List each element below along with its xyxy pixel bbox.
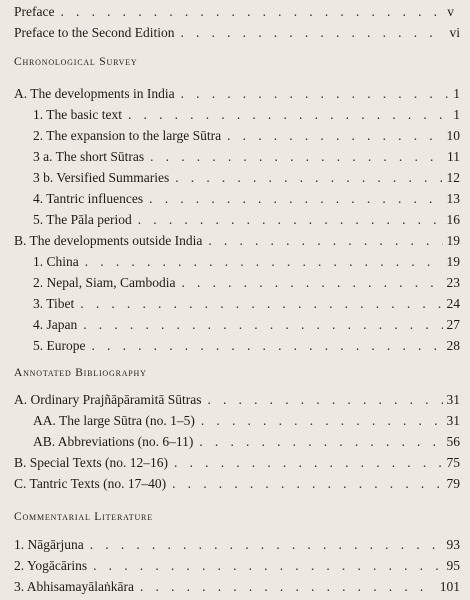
dot-leader bbox=[60, 2, 443, 22]
dot-leader bbox=[181, 84, 450, 104]
toc-entry-page: 10 bbox=[446, 128, 460, 143]
toc-entry bbox=[0, 453, 470, 473]
toc-entry-page: 75 bbox=[446, 455, 460, 470]
dot-leader bbox=[140, 577, 436, 597]
toc-entry bbox=[0, 556, 470, 576]
dot-leader bbox=[93, 556, 442, 576]
section-heading-commentarial-literature: Commentarial Literature bbox=[14, 511, 153, 523]
dot-leader bbox=[150, 147, 443, 167]
toc-entry bbox=[0, 273, 470, 293]
toc-entry-page: 101 bbox=[439, 579, 460, 594]
toc-entry-label: 2. Nepal, Siam, Cambodia bbox=[33, 275, 176, 290]
toc-entry-label: 1. China bbox=[33, 254, 79, 269]
toc-entry-page: 31 bbox=[446, 413, 460, 428]
toc-entry-label: C. Tantric Texts (no. 17–40) bbox=[14, 476, 167, 491]
toc-entry-page: 1 bbox=[453, 107, 460, 122]
dot-leader bbox=[181, 273, 442, 293]
toc-entry-label: 3 a. The short Sūtras bbox=[33, 149, 145, 164]
toc-entry-label: 2. The expansion to the large Sūtra bbox=[33, 128, 222, 143]
toc-entry bbox=[0, 432, 470, 452]
dot-leader bbox=[201, 411, 443, 431]
toc-entry-label: 1. The basic text bbox=[33, 107, 122, 122]
toc-entry-label: 2. Yogācārins bbox=[14, 558, 88, 573]
toc-entry-page: 12 bbox=[446, 170, 460, 185]
toc-entry-page: 23 bbox=[446, 275, 460, 290]
dot-leader bbox=[138, 210, 443, 230]
toc-entry bbox=[0, 390, 470, 410]
dot-leader bbox=[149, 189, 442, 209]
dot-leader bbox=[128, 105, 449, 125]
toc-entry bbox=[0, 535, 470, 555]
dot-leader bbox=[85, 252, 443, 272]
toc-entry-page: 19 bbox=[446, 254, 460, 269]
toc-entry-page: 28 bbox=[446, 338, 460, 353]
toc-entry-page: 93 bbox=[446, 537, 460, 552]
toc-entry-label: B. Special Texts (no. 12–16) bbox=[14, 455, 169, 470]
toc-entry bbox=[0, 126, 470, 146]
toc-entry-label: A. The developments in India bbox=[14, 86, 175, 101]
toc-entry-page: 95 bbox=[446, 558, 460, 573]
toc-entry-label: 4. Japan bbox=[33, 317, 78, 332]
toc-entry-label: 3. Abhisamayālaṅkāra bbox=[14, 579, 134, 594]
toc-entry-label: AB. Abbreviations (no. 6–11) bbox=[33, 434, 194, 449]
toc-entry-label: 4. Tantric influences bbox=[33, 191, 144, 206]
toc-entry-preface bbox=[0, 2, 470, 22]
dot-leader bbox=[174, 453, 442, 473]
toc-entry bbox=[0, 294, 470, 314]
toc-entry-page: v bbox=[447, 4, 454, 19]
toc-entry-page: 1 bbox=[453, 86, 460, 101]
toc-entry bbox=[0, 168, 470, 188]
toc-entry bbox=[0, 105, 470, 125]
toc-entry bbox=[0, 252, 470, 272]
toc-entry-page: vi bbox=[449, 25, 460, 40]
toc-entry-label: AA. The large Sūtra (no. 1–5) bbox=[33, 413, 195, 428]
toc-entry-label: B. The developments outside India bbox=[14, 233, 203, 248]
dot-leader bbox=[180, 23, 445, 43]
toc-entry-label: A. Ordinary Prajñāpāramitā Sūtras bbox=[14, 392, 202, 407]
dot-leader bbox=[83, 315, 442, 335]
dot-leader bbox=[175, 168, 442, 188]
toc-entry-page: 27 bbox=[446, 317, 460, 332]
toc-entry-page: 79 bbox=[446, 476, 460, 491]
toc-entry-label: 3. Tibet bbox=[33, 296, 75, 311]
toc-entry bbox=[0, 189, 470, 209]
toc-entry bbox=[0, 474, 470, 494]
toc-entry-label: 5. Europe bbox=[33, 338, 86, 353]
toc-entry bbox=[0, 210, 470, 230]
section-heading-annotated-bibliography: Annotated Bibliography bbox=[14, 367, 147, 379]
toc-entry-page: 24 bbox=[446, 296, 460, 311]
toc-entry bbox=[0, 411, 470, 431]
dot-leader bbox=[227, 126, 442, 146]
toc-entry-label: 3 b. Versified Summaries bbox=[33, 170, 170, 185]
toc-entry-page: 56 bbox=[446, 434, 460, 449]
toc-entry-preface-second-edition bbox=[0, 23, 470, 43]
dot-leader bbox=[90, 535, 443, 555]
toc-entry bbox=[0, 147, 470, 167]
toc-entry bbox=[0, 231, 470, 251]
section-heading-chronological-survey: Chronological Survey bbox=[14, 56, 138, 68]
toc-entry-label: 5. The Pāla period bbox=[33, 212, 132, 227]
toc-entry-page: 11 bbox=[447, 149, 460, 164]
dot-leader bbox=[199, 432, 442, 452]
toc-entry-page: 31 bbox=[446, 392, 460, 407]
toc-entry bbox=[0, 84, 470, 104]
dot-leader bbox=[80, 294, 442, 314]
toc-entry-label: 1. Nāgārjuna bbox=[14, 537, 84, 552]
toc-entry-page: 16 bbox=[446, 212, 460, 227]
toc-entry bbox=[0, 336, 470, 356]
dot-leader bbox=[91, 336, 442, 356]
toc-entry-label: Preface bbox=[14, 4, 55, 19]
toc-entry-label: Preface to the Second Edition bbox=[14, 25, 175, 40]
dot-leader bbox=[208, 231, 442, 251]
toc-entry-page: 13 bbox=[446, 191, 460, 206]
toc-entry bbox=[0, 577, 470, 597]
toc-entry-page: 19 bbox=[446, 233, 460, 248]
dot-leader bbox=[172, 474, 442, 494]
dot-leader bbox=[207, 390, 442, 410]
toc-entry bbox=[0, 315, 470, 335]
